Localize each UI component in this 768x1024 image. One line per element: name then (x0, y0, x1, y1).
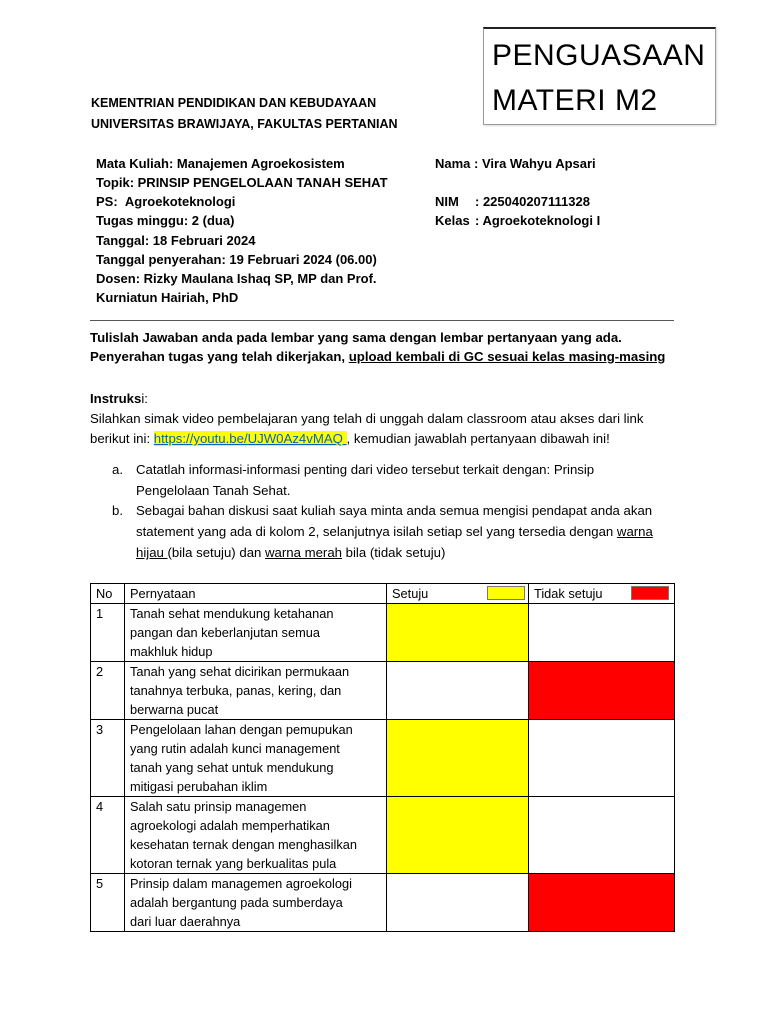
instructions-suffix: , kemudian jawablah pertanyaan dibawah ini! (346, 431, 610, 446)
tidak-setuju-cell[interactable] (529, 797, 675, 874)
instructions-heading-bold: Instruks (90, 391, 142, 406)
list-marker-a: a. (112, 462, 123, 477)
statement-line: Salah satu prinsip managemen (130, 799, 307, 814)
student-nim (435, 192, 590, 211)
student-class (435, 211, 600, 230)
row-statement (125, 797, 387, 874)
list-item-b-merah: warna merah (265, 545, 342, 560)
list-item-b-prefix: statement yang ada di kolom 2, selanjutnya isilah setiap sel yang tersedia dengan (136, 524, 617, 539)
header-setuju-label: Setuju (392, 586, 429, 601)
table-header-row (91, 584, 675, 604)
kelas-label: Kelas (435, 213, 470, 228)
list-item-b-line-1: Sebagai bahan diskusi saat kuliah saya minta anda semua mengisi pendapat anda akan (136, 503, 653, 518)
ps-label: PS: (96, 194, 118, 209)
row-number: 4 (91, 797, 125, 874)
statement-line: kotoran ternak yang berkualitas pula (130, 856, 337, 871)
row-number: 3 (91, 720, 125, 797)
instructions-line-1: Silahkan simak video pembelajaran yang telah di unggah dalam classroom atau akses dari link (90, 411, 644, 426)
assignment-date: Tanggal: 18 Februari 2024 (96, 233, 256, 248)
separator-line (90, 320, 674, 321)
list-item-b-mid: (bila setuju) dan (167, 545, 266, 560)
row-statement (125, 662, 387, 720)
table-row (91, 662, 675, 720)
row-number: 1 (91, 604, 125, 662)
statement-table (90, 583, 675, 932)
statement-line: mitigasi perubahan iklim (130, 779, 268, 794)
setuju-cell[interactable] (387, 720, 529, 797)
tidak-setuju-cell[interactable] (529, 662, 675, 720)
table-row (91, 604, 675, 662)
kelas-value: : Agroekoteknologi I (475, 213, 601, 228)
list-item-b-line-3 (136, 542, 445, 563)
course-name: Mata Kuliah: Manajemen Agroekosistem (96, 156, 345, 171)
title-box (483, 27, 716, 125)
notice-line-2 (90, 347, 665, 366)
lecturer-line-2: Kurniatun Hairiah, PhD (96, 290, 239, 305)
table-body (91, 604, 675, 932)
statement-line: kesehatan ternak dengan menghasilkan (130, 837, 357, 852)
tidak-setuju-cell[interactable] (529, 604, 675, 662)
setuju-cell[interactable] (387, 604, 529, 662)
statement-line: makhluk hidup (130, 644, 213, 659)
table-row (91, 797, 675, 874)
assignment-week: Tugas minggu: 2 (dua) (96, 213, 235, 228)
list-item-b-suffix: bila (tidak setuju) (342, 545, 446, 560)
list-item-b-hijau: hijau (136, 545, 168, 560)
statement-line: tanah yang sehat untuk mendukung (130, 760, 334, 775)
statement-line: yang rutin adalah kunci management (130, 741, 340, 756)
header-tidak-setuju-label: Tidak setuju (534, 586, 603, 601)
list-item-b-line-2 (136, 521, 653, 542)
tidak-setuju-cell[interactable] (529, 720, 675, 797)
statement-line: pangan dan keberlanjutan semua (130, 625, 320, 640)
nama-value: : Vira Wahyu Apsari (474, 156, 596, 171)
row-statement (125, 720, 387, 797)
yellow-legend-swatch (487, 586, 525, 600)
ministry-name: KEMENTRIAN PENDIDIKAN DAN KEBUDAYAAN (91, 96, 377, 110)
notice-upload: upload kembali di GC sesuai kelas masing-masing (348, 349, 666, 364)
list-item-b-warna: warna (616, 524, 653, 539)
instructions-prefix: berikut ini: (90, 431, 154, 446)
nim-value: : 225040207111328 (475, 194, 590, 209)
table-row (91, 874, 675, 932)
tidak-setuju-cell[interactable] (529, 874, 675, 932)
statement-line: tanahnya terbuka, panas, kering, dan (130, 683, 342, 698)
setuju-cell[interactable] (387, 874, 529, 932)
nama-label: Nama (435, 156, 471, 171)
statement-line: agroekologi adalah memperhatikan (130, 818, 330, 833)
red-legend-swatch (631, 586, 669, 600)
list-marker-b: b. (112, 503, 123, 518)
setuju-cell[interactable] (387, 797, 529, 874)
setuju-cell[interactable] (387, 662, 529, 720)
ps-value: Agroekoteknologi (124, 194, 236, 209)
header-pernyataan: Pernyataan (125, 584, 387, 604)
student-name (435, 154, 596, 173)
row-statement (125, 874, 387, 932)
instructions-heading-rest: i: (141, 391, 148, 406)
table-row (91, 720, 675, 797)
row-number: 5 (91, 874, 125, 932)
statement-line: dari luar daerahnya (130, 914, 241, 929)
list-item-a-line-1: Catatlah informasi-informasi penting dari video tersebut terkait dengan: Prinsip (136, 462, 595, 477)
title-line-2: MATERI M2 (492, 84, 658, 117)
title-line-1: PENGUASAAN (492, 39, 706, 72)
statement-line: berwarna pucat (130, 702, 219, 717)
video-link[interactable]: https://youtu.be/UJW0Az4vMAQ (153, 431, 347, 446)
lecturer-line-1: Dosen: Rizky Maulana Ishaq SP, MP dan Prof. (96, 271, 377, 286)
notice-prefix: Penyerahan tugas yang telah dikerjakan, (90, 349, 349, 364)
instructions-line-2 (90, 429, 610, 448)
statement-line: Tanah yang sehat dicirikan permukaan (130, 664, 350, 679)
list-item-a-line-2: Pengelolaan Tanah Sehat. (136, 483, 291, 498)
header-tidak-setuju (529, 584, 675, 604)
row-number: 2 (91, 662, 125, 720)
header-setuju (387, 584, 529, 604)
notice-line-1: Tulislah Jawaban anda pada lembar yang sama dengan lembar pertanyaan yang ada. (90, 330, 622, 345)
nim-label: NIM (435, 194, 459, 209)
statement-line: Tanah sehat mendukung ketahanan (130, 606, 334, 621)
course-topic: Topik: PRINSIP PENGELOLAAN TANAH SEHAT (96, 175, 388, 190)
instructions-heading (90, 389, 148, 408)
statement-line: Pengelolaan lahan dengan pemupukan (130, 722, 353, 737)
study-program (96, 192, 235, 211)
header-no: No (91, 584, 125, 604)
university-name: UNIVERSITAS BRAWIJAYA, FAKULTAS PERTANIAN (91, 117, 398, 131)
statement-line: Prinsip dalam managemen agroekologi (130, 876, 352, 891)
statement-line: adalah bergantung pada sumberdaya (130, 895, 343, 910)
submission-date: Tanggal penyerahan: 19 Februari 2024 (06.00) (96, 252, 377, 267)
row-statement (125, 604, 387, 662)
